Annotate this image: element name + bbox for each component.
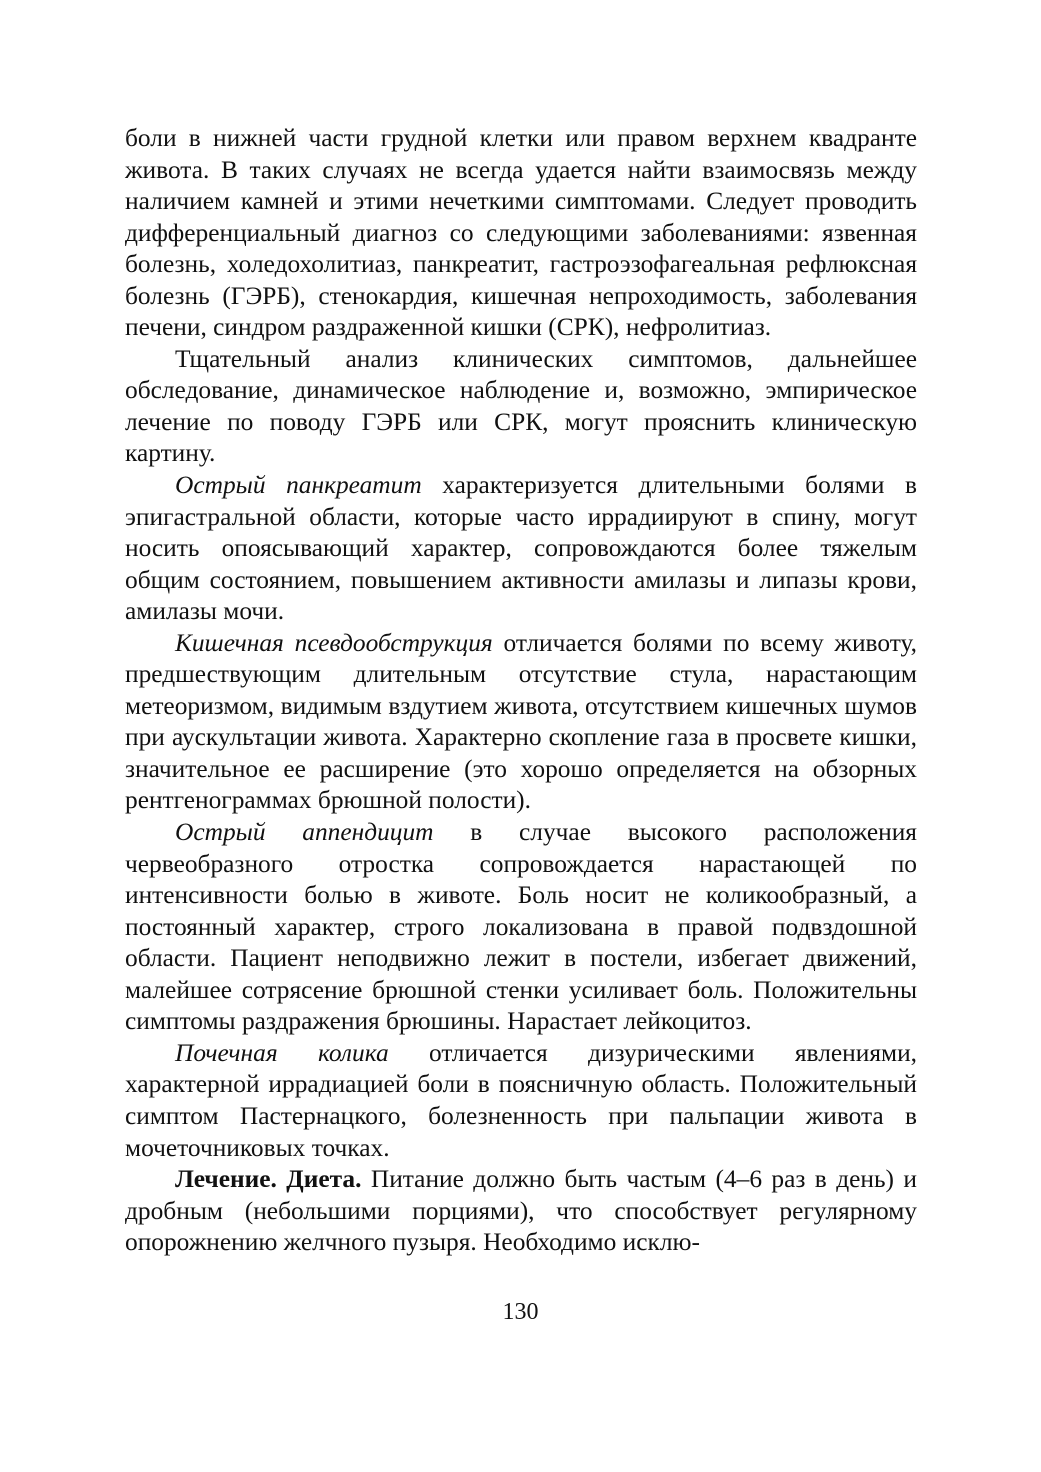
paragraph-text: в случае высокого расположения червеобразного отростка сопровождается нарастающей по интенсивности болью в животе. Боль носит не коликообразный, а постоянный характер, строго локализована в правой подвздошной области. Пациент неподвижно лежит в постели, избегает движений, малейшее сотрясение брюшной стенки усиливает боль. Положительны симптомы раздражения брюшины. Нарастает лейкоцитоз. — [125, 818, 917, 1036]
paragraph-text: отличается дизурическими явлениями, характерной иррадиацией боли в поясничную область. Положительный симптом Пастернацкого, болезненность при пальпации живота в мочеточниковых точках. — [125, 1038, 918, 1162]
term-italic: Острый аппендицит — [175, 818, 434, 847]
paragraph-text: характеризуется длительными болями в эпигастральной области, которые часто иррадиируют в спину, могут носить опоясывающий характер, сопровождаются более тяжелым общим состоянием, повышением активности амилазы и липазы крови, амилазы мочи. — [125, 471, 918, 626]
paragraph-renal-colic — [125, 1038, 917, 1164]
term-italic: Почечная колика — [175, 1038, 389, 1067]
paragraph-appendicitis — [125, 817, 917, 1038]
paragraph-text: отличается болями по всему животу, предшествующим длительным отсутствие стула, нарастающим метеоризмом, видимым вздутием живота, отсутствием кишечных шумов при аускультации живота. Характерно скопление газа в просвете кишки, значительное ее расширение (это хорошо определяется на обзорных рентгенограммах брюшной полости). — [125, 628, 917, 815]
paragraph-continuation — [125, 123, 917, 344]
paragraph-treatment-diet — [125, 1164, 917, 1259]
paragraph-clinical-analysis — [125, 344, 917, 470]
paragraph-acute-pancreatitis — [125, 470, 917, 628]
term-italic: Кишечная псевдообструкция — [175, 628, 493, 657]
page-number: 130 — [502, 1299, 539, 1325]
paragraph-text: боли в нижней части грудной клетки или правом верхнем квадранте живота. В таких случаях не всегда удается найти взаимосвязь между наличием камней и этими нечеткими симптомами. Следует проводить дифференциальный диагноз со следующими заболеваниями: язвенная болезнь, холедохолитиаз, панкреатит, гастроэзофагеальная рефлюксная болезнь (ГЭРБ), стенокардия, кишечная непроходимость, заболевания печени, синдром раздраженной кишки (СРК), нефролитиаз. — [125, 124, 917, 342]
body-text — [125, 123, 917, 1259]
term-italic: Острый панкреатит — [175, 471, 422, 500]
paragraph-text: Питание должно быть частым (4–6 раз в день) и дробным (небольшими порциями), что способствует регулярному опорожнению желчного пузыря. Необходимо исклю- — [125, 1165, 918, 1257]
paragraph-text: Тщательный анализ клинических симптомов, дальнейшее обследование, динамическое наблюдение и, возможно, эмпирическое лечение по поводу ГЭРБ или СРК, могут прояснить клиническую картину. — [125, 344, 917, 468]
paragraph-pseudo-obstruction — [125, 628, 917, 817]
section-heading-bold: Лечение. Диета. — [175, 1165, 362, 1194]
